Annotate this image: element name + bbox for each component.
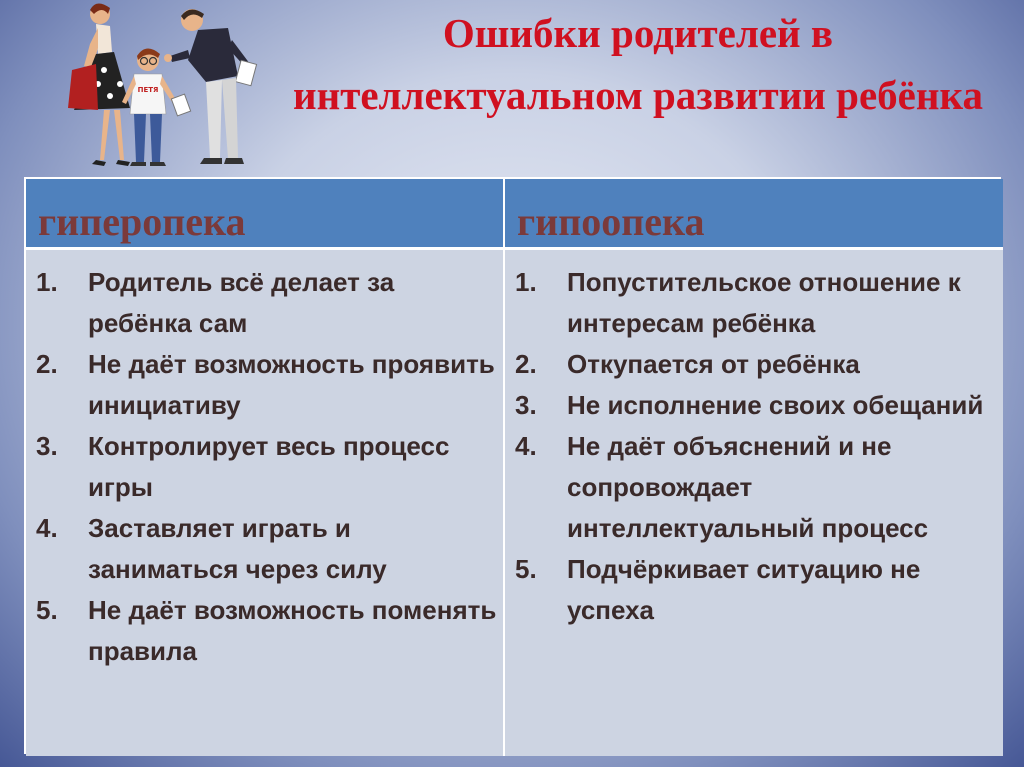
svg-text:ПЕТЯ: ПЕТЯ (137, 86, 159, 94)
list-item: 3. Контролирует весь процесс игры (36, 431, 450, 502)
list-item: 2. Не даёт возможность проявить инициативу (36, 349, 495, 420)
list-item: 4. Заставляет играть и заниматься через силу (36, 513, 387, 584)
list-item: 5. Не даёт возможность поменять правила (36, 595, 497, 666)
list-item: 3. Не исполнение своих обещаний (515, 390, 984, 420)
page-title: Ошибки родителей в интеллектуальном развитии ребёнка (292, 10, 984, 118)
list-item: 2. Откупается от ребёнка (515, 349, 860, 379)
column-header-hypoprotection: гипоопека (505, 179, 1003, 250)
column-body-hypoprotection (505, 250, 1003, 756)
list-item: 1. Попустительское отношение к интересам ребёнка (515, 267, 961, 338)
list-item: 5. Подчёркивает ситуацию не успеха (515, 554, 921, 625)
father-figure (164, 9, 257, 164)
comparison-table (24, 177, 1001, 754)
list-item: 4. Не даёт объяснений и не сопровождает интеллектуальный процесс (515, 431, 929, 543)
list-item: 1. Родитель всё делает за ребёнка сам (36, 267, 395, 338)
parents-scolding-child-illustration (38, 0, 270, 172)
mother-figure (68, 3, 130, 166)
column-header-hyperprotection: гиперопека (26, 179, 505, 250)
column-body-hyperprotection (26, 250, 505, 756)
child-figure (122, 48, 191, 166)
